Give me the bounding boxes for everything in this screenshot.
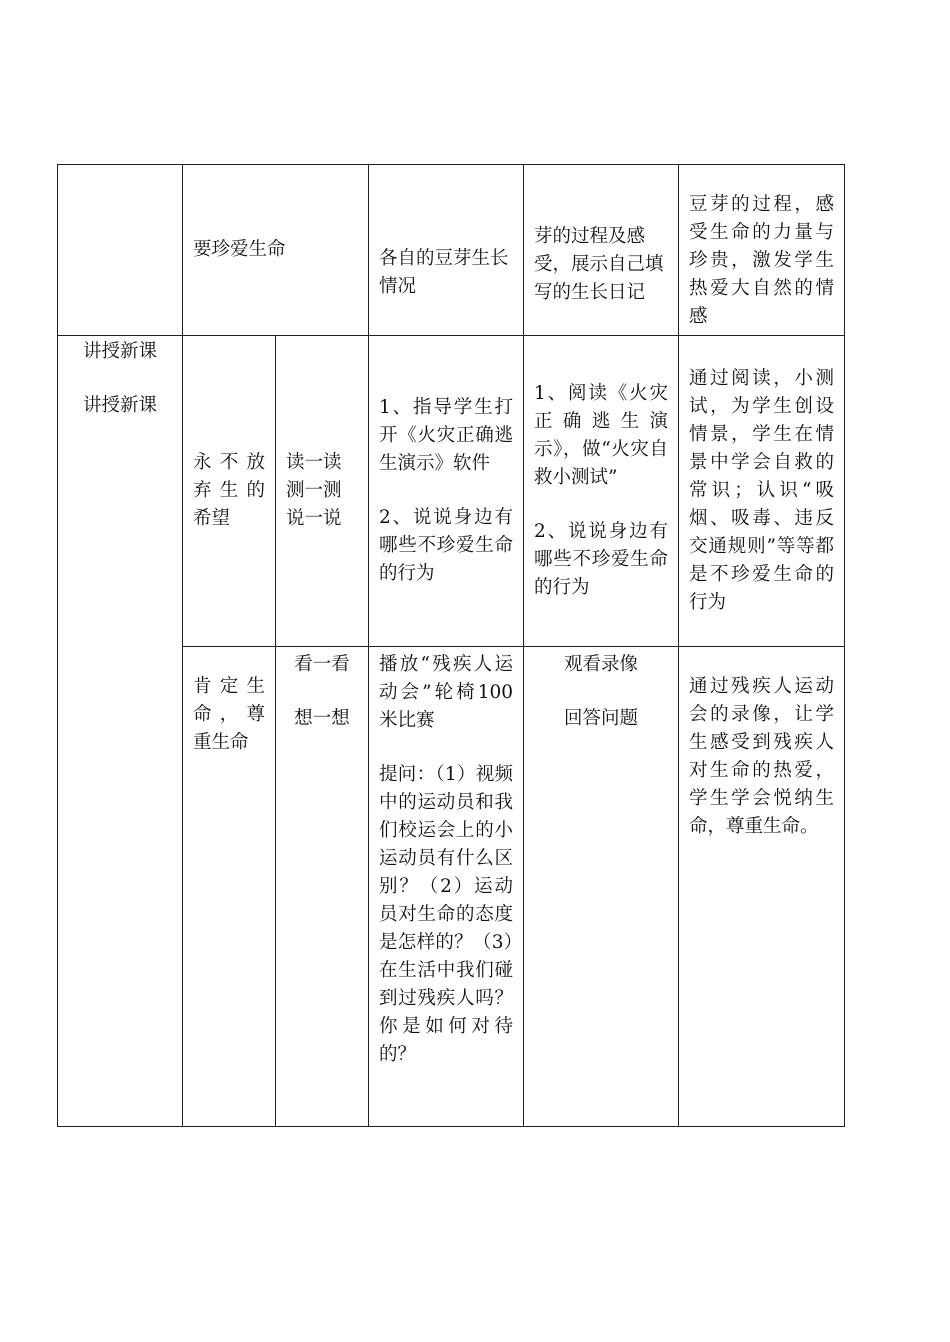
topic-cell bbox=[183, 647, 276, 1127]
student-activity-text: 芽的过程及感受，展示自己填写的生长日记 bbox=[534, 226, 664, 303]
teacher-activity-item: 播放“残疾人运动会”轮椅100米比赛 bbox=[379, 654, 514, 731]
student-activity-cell bbox=[524, 647, 679, 1127]
method-text: 读一读测一测说一说 bbox=[286, 452, 342, 529]
design-intent-cell bbox=[679, 336, 845, 647]
student-activity-item: 观看录像 bbox=[564, 654, 639, 675]
teacher-activity-item: 2、说说身边有哪些不珍爱生命的行为 bbox=[379, 507, 514, 584]
teacher-activity-text: 各自的豆芽生长情况 bbox=[379, 248, 509, 297]
method-item: 看一看 bbox=[294, 654, 350, 675]
teacher-activity-item: 1、指导学生打开《火灾正确逃生演示》软件 bbox=[379, 397, 514, 474]
student-activity-item: 1、阅读《火灾正确逃生演示》，做“火灾自救小测试” bbox=[534, 383, 669, 488]
student-activity-item: 回答问题 bbox=[564, 708, 639, 729]
design-intent-text: 通过残疾人运动会的录像，让学生感受到残疾人对生命的热爱，学生学会悦纳生命，尊重生命。 bbox=[689, 676, 835, 837]
stage-cell-empty bbox=[58, 165, 183, 336]
topic-text: 肯定生命，尊重生命 bbox=[193, 676, 265, 753]
design-intent-text: 豆芽的过程，感受生命的力量与珍贵，激发学生热爱大自然的情感 bbox=[689, 194, 835, 327]
stage-cell bbox=[58, 336, 183, 1127]
teacher-activity-item: 提问：（1）视频中的运动员和我们校运会上的小运动员有什么区别？（2）运动员对生命的态度是怎样的？（3）在生活中我们碰到过残疾人吗？你是如何对待的？ bbox=[379, 764, 514, 1065]
teacher-activity-cell bbox=[369, 336, 524, 647]
student-activity-item: 2、说说身边有哪些不珍爱生命的行为 bbox=[534, 521, 669, 598]
lesson-plan-table bbox=[57, 164, 845, 1127]
table-row bbox=[58, 336, 845, 647]
teacher-activity-cell bbox=[369, 165, 524, 336]
student-activity-cell bbox=[524, 165, 679, 336]
method-cell bbox=[276, 647, 369, 1127]
topic-cell bbox=[183, 336, 276, 647]
stage-label: 讲授新课 bbox=[82, 395, 157, 416]
student-activity-cell bbox=[524, 336, 679, 647]
design-intent-cell bbox=[679, 647, 845, 1127]
design-intent-cell bbox=[679, 165, 845, 336]
teacher-activity-cell bbox=[369, 647, 524, 1127]
topic-cell bbox=[183, 165, 369, 336]
design-intent-text: 通过阅读，小测试，为学生创设情景，学生在情景中学会自救的常识；认识“吸烟、吸毒、违反交通规则”等等都是不珍爱生命的行为 bbox=[689, 368, 835, 613]
topic-text: 永不放弃生的希望 bbox=[193, 452, 265, 529]
stage-label: 讲授新课 bbox=[82, 341, 157, 362]
table-row bbox=[58, 165, 845, 336]
method-item: 想一想 bbox=[294, 708, 350, 729]
method-cell bbox=[276, 336, 369, 647]
topic-text: 要珍爱生命 bbox=[193, 239, 286, 260]
